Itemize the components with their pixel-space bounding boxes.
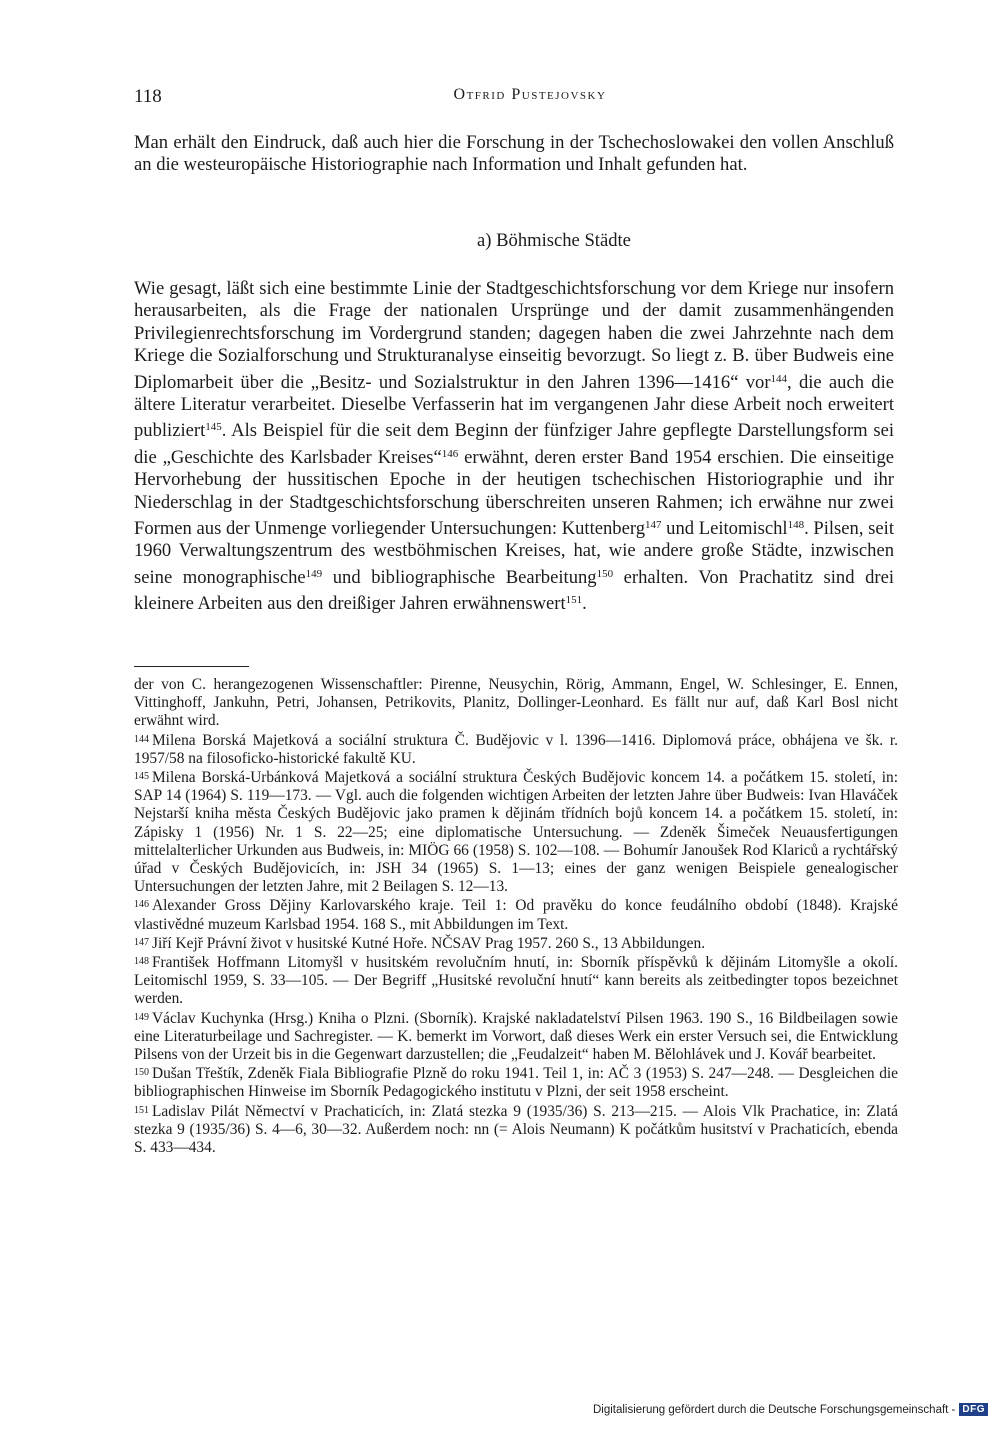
footnote-146 (134, 896, 898, 933)
text-run: und bibliographische Bearbeitung (322, 566, 597, 588)
footnote-text: Alexander Gross Dějiny Karlovarského kraje. Teil 1: Od pravěku do konce feudálního období (1848). Krajské vlastivědné muzeum Karlsbad 1954. 168 S., mit Abbildungen im Text. (134, 897, 898, 933)
footnote-ref-150[interactable]: 150 (596, 567, 614, 580)
footnote-text: Ladislav Pilát Němectví v Prachaticích, in: Zlatá stezka 9 (1935/36) S. 213—215. — Alois Vlk Prachatice, in: Zlatá stezka 9 (1935/36) S. 4—6, 30—32. Außerdem noch: nn (= Alois Neumann) K počátkům husitství v Prachaticích, ebenda S. 433—434. (134, 1102, 898, 1157)
footnote-text: Milena Borská Majetková a sociální struktura Č. Budějovic v l. 1396—1416. Diplomová práce, obhájena ve šk. r. 1957/58 na filosoficko-historické fakultě KU. (134, 731, 898, 767)
digitization-credit (593, 1403, 988, 1416)
footnote-145 (134, 768, 898, 896)
footnote-text: Milena Borská-Urbánková Majetková a sociální struktura Českých Budějovic koncem 14. a počátkem 15. století, in: SAP 14 (1964) S. 119—173. — Vgl. auch die folgenden wichtigen Arbeiten der letzten Jahre über Budweis: Ivan Hlaváček Nejstarší kniha města Českých Budějovic jako pramen k dějinám třídních bojů koncem 14. a počátkem 15. století, in: Zápisky 1 (1956) Nr. 1 S. 22—25; eine diplomatische Untersuchung. — Zdeněk Šimeček Neuausfertigungen mittelalterlicher Urkunden aus Budweis, in: MIÖG 66 (1958) S. 102—108. — Bohumír Janoušek Rod Klariců a rychtářský úřad v Českých Budějovicích, in: JSH 34 (1965) S. 1—13; eines der ganz wenigen Beispiele genealogischer Untersuchungen der letzten Jahre, mit 2 Beilagen S. 12—13. (134, 769, 898, 896)
text-run: erhalten. Von Prachatitz sind drei kleinere Arbeiten aus den dreißiger Jahren erwähnenswert (134, 566, 895, 615)
footnote-text: Jiří Kejř Právní život v husitské Kutné Hoře. NČSAV Prag 1957. 260 S., 13 Abbildungen. (152, 934, 706, 952)
credit-text: Digitalisierung gefördert durch die Deutsche Forschungsgemeinschaft - (592, 1403, 956, 1416)
text-run: . Pilsen, seit 1960 Verwaltungszentrum des westböhmischen Kreises, hat, wie andere große Städte, inzwischen seine monographische (134, 518, 894, 588)
page-number: 118 (134, 86, 162, 107)
footnote-number: 146 (134, 899, 149, 911)
footnote-ref-147[interactable]: 147 (645, 519, 662, 532)
text-run: . (582, 593, 587, 615)
text-run: Wie gesagt, läßt sich eine bestimmte Linie der Stadtgeschichtsforschung vor dem Kriege nur insofern herausarbeiten, als die Frage der nationalen Ursprünge und der damit zusammenhängenden Privilegienrechtsforschung im Vordergrund standen; dagegen haben die zwei Jahrzehnte nach dem Kriege die Sozialforschung und Strukturanalyse einseitig bevorzugt. So liegt z. B. über Budweis eine Diplomarbeit über die „Besitz- und Sozialstruktur in den Jahren 1396—1416“ vor (134, 278, 894, 393)
text-run: und Leitomischl (661, 518, 788, 540)
footnote-number: 145 (134, 771, 149, 783)
footnote-150 (134, 1064, 898, 1101)
text-run: erwähnt, deren erster Band 1954 erschien. Die einseitige Hervorhebung der hussitischen Epoche in der heutigen tschechischen Historiographie und ihr Niederschlag in der Stadtgeschichtsforschung überschreiten unseren Rahmen; ich erwähne nur zwei Formen aus der Unmenge vorliegender Untersuchungen: Kuttenberg (134, 446, 895, 540)
footnote-text: Václav Kuchynka (Hrsg.) Kniha o Plzni. (Sborník). Krajské nakladatelství Pilsen 1963. 190 S., 16 Bildbeilagen sowie eine Literaturbeilage und Sachregister. — K. bemerkt im Vorwort, daß dieses Werk ein erster Versuch sei, die Entwicklung Pilsens von der Urzeit bis in die Gegenwart darzustellen; die „Feudalzeit“ haben M. Bělohlávek und J. Kovář bearbeitet. (134, 1009, 898, 1064)
footnote-149 (134, 1009, 898, 1065)
footnote-text: Dušan Třeštík, Zdeněk Fiala Bibliografie Plzně do roku 1941. Teil 1, in: AČ 3 (1953) S. 247—248. — Desgleichen die bibliographischen Hinweise im Sborník Pedagogického institutu v Plzni, der seit 1958 erscheint. (134, 1065, 898, 1101)
footnote-number: 151 (134, 1104, 149, 1116)
footnote-ref-149[interactable]: 149 (305, 567, 323, 580)
running-head-author: Otfrid Pustejovsky (453, 86, 607, 103)
footnote-148 (134, 953, 898, 1009)
intro-paragraph: Man erhält den Eindruck, daß auch hier die Forschung in der Tschechoslowakei den vollen Anschluß an die westeuropäische Historiographie nach Information und Inhalt gefunden hat. (134, 132, 894, 176)
footnote-number: 149 (134, 1011, 149, 1023)
footnote-147 (134, 934, 898, 953)
main-paragraph (134, 278, 894, 616)
footnote-ref-146[interactable]: 146 (441, 447, 459, 460)
footnote-number: 147 (134, 936, 149, 948)
footnote-ref-148[interactable]: 148 (787, 519, 805, 532)
footnote-151 (134, 1102, 898, 1158)
footnote-144 (134, 731, 898, 768)
footnote-ref-144[interactable]: 144 (770, 372, 788, 385)
footnotes (134, 676, 898, 1157)
footnote-ref-151[interactable]: 151 (565, 594, 583, 607)
footnote-text: František Hoffmann Litomyšl v husitském revolučním hnutí, in: Sborník příspěvků k dějinám Litomyšle a okolí. Leitomischl 1959, S. 33—105. — Der Begriff „Husitské revoluční hnutí“ kann bereits als zeitbedingter topos bezeichnet werden. (134, 954, 898, 1008)
section-heading: a) Böhmische Städte (477, 230, 631, 251)
text-run: . Als Beispiel für die seit dem Beginn der fünfziger Jahre gepflegte Darstellungsform sei die „Geschichte des Karlsbader Kreises“ (134, 420, 894, 468)
footnote-number: 144 (134, 733, 149, 745)
footnote-rule (134, 666, 249, 667)
footnote-number: 148 (134, 956, 149, 968)
footnote-continuation: der von C. herangezogenen Wissenschaftler: Pirenne, Neusychin, Rörig, Ammann, Engel, W. Schlesinger, E. Ennen, Vittinghoff, Jankuhn, Petri, Johansen, Petrikovits, Planitz, Dollinger-Leonhard. Es fällt nur auf, daß Karl Bosl nicht erwähnt wird. (134, 676, 898, 730)
footnote-ref-145[interactable]: 145 (205, 421, 222, 434)
text-run: , die auch die ältere Literatur verarbeitet. Dieselbe Verfasserin hat im vergangenen Jahr diese Arbeit noch erweitert publiziert (134, 371, 895, 442)
footnote-number: 150 (134, 1067, 149, 1079)
dfg-logo[interactable]: DFG (959, 1403, 988, 1416)
